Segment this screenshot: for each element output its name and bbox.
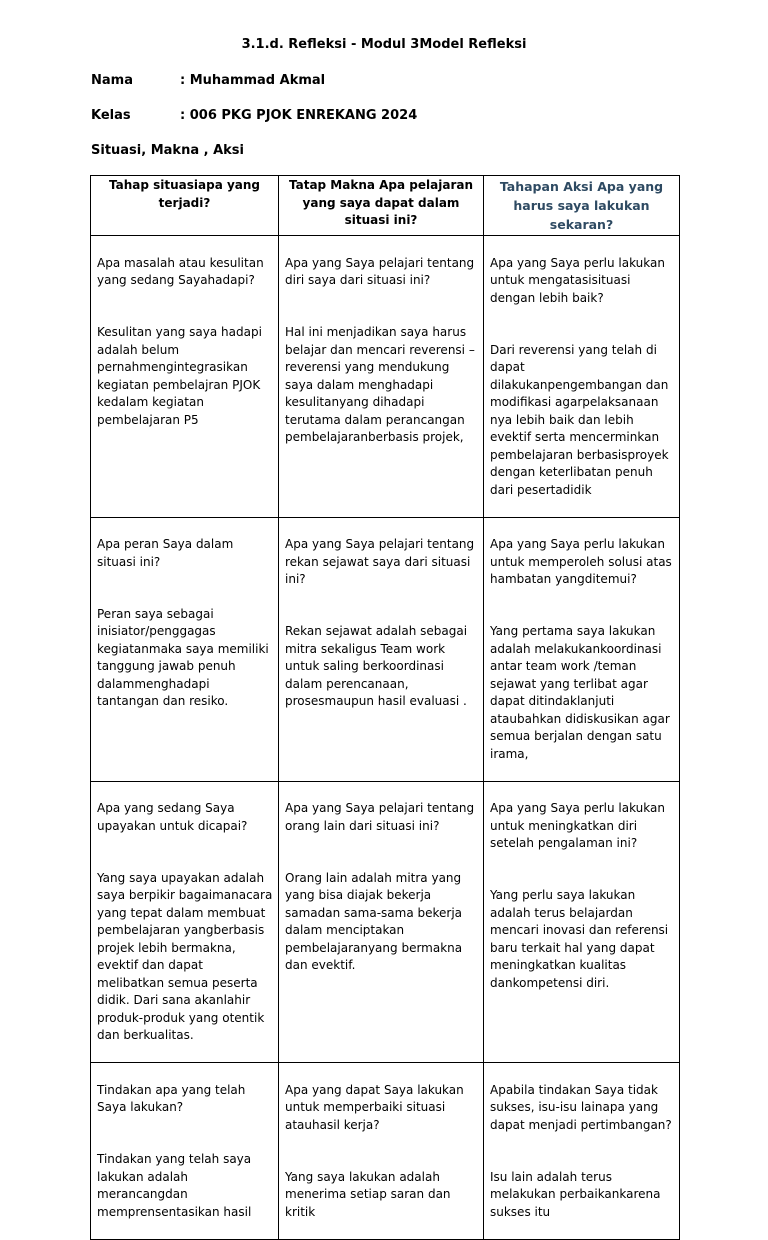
table-cell	[484, 1063, 680, 1240]
name-value: : Muhammad Akmal	[180, 73, 326, 88]
table-row	[91, 1063, 680, 1240]
table-cell	[91, 1063, 279, 1240]
cell-question: Apa yang Saya pelajari tentang orang lain dari situasi ini?	[285, 801, 475, 833]
cell-question: Apa yang Saya pelajari tentang rekan sejawat saya dari situasi ini?	[285, 537, 475, 586]
table-cell	[279, 517, 484, 781]
cell-answer: Orang lain adalah mitra yang yang bisa diajak bekerja samadan sama-sama bekerja dalam menciptakan pembelajaranyang bermakna dan evektif.	[285, 870, 463, 972]
cell-answer: Yang saya upayakan adalah saya berpikir bagaimanacara yang tepat dalam membuat pembelajaran yangberbasis projek lebih bermakna, evektif dan dapat melibatkan semua peserta didik. Dari sana akanlahir produk-produk yang otentik dan berkualitas.	[97, 870, 273, 1042]
cell-answer: Yang pertama saya lakukan adalah melakukankoordinasi antar team work /teman sejawat yang terlibat agar dapat ditindaklanjuti ataubahkan didiskusikan agar semua berjalan dengan satu irama,	[490, 624, 670, 761]
table-row	[91, 236, 680, 518]
cell-answer: Rekan sejawat adalah sebagai mitra sekaligus Team work untuk saling berkoordinasi dalam perencanaan, prosesmaupun hasil evaluasi .	[285, 624, 468, 708]
table-cell	[279, 236, 484, 518]
cell-question: Apa yang dapat Saya lakukan untuk memperbaiki situasi atauhasil kerja?	[285, 1082, 464, 1132]
cell-answer: Kesulitan yang saya hadapi adalah belum pernahmengintegrasikan kegiatan pembelajran PJOK kedalam kegiatan pembelajaran P5	[97, 325, 262, 427]
header-situation: Tahap situasiapa yang terjadi?	[91, 176, 279, 236]
cell-answer: Peran saya sebagai inisiator/penggagas kegiatanmaka saya memiliki tanggung jawab penuh dalammenghadapi tantangan dan resiko.	[97, 606, 269, 708]
cell-question: Apabila tindakan Saya tidak sukses, isu-isu lainapa yang dapat menjadi pertimbangan?	[490, 1082, 672, 1132]
cell-answer: Yang perlu saya lakukan adalah terus belajardan mencari inovasi dan referensi baru terkait hal yang dapat meningkatkan kualitas dankompetensi diri.	[490, 888, 669, 990]
cell-question: Tindakan apa yang telah Saya lakukan?	[97, 1082, 246, 1114]
table-cell	[484, 781, 680, 1063]
section-heading: Situasi, Makna , Aksi	[91, 143, 244, 158]
table-cell	[91, 517, 279, 781]
table-cell	[279, 1063, 484, 1240]
table-header-row	[91, 176, 680, 236]
table-row	[91, 517, 680, 781]
cell-question: Apa yang sedang Saya upayakan untuk dicapai?	[97, 801, 248, 833]
cell-question: Apa masalah atau kesulitan yang sedang Sayahadapi?	[97, 255, 264, 287]
cell-question: Apa yang Saya perlu lakukan untuk mengatasisituasi dengan lebih baik?	[490, 255, 665, 305]
cell-question: Apa yang Saya pelajari tentang diri saya dari situasi ini?	[285, 255, 475, 287]
table-cell	[484, 517, 680, 781]
cell-answer: Hal ini menjadikan saya harus belajar dan mencari reverensi – reverensi yang mendukung saya dalam menghadapi kesulitanyang dihadapi terutama dalam perancangan pembelajaranberbasis projek,	[285, 325, 475, 444]
cell-question: Apa yang Saya perlu lakukan untuk memperoleh solusi atas hambatan yangditemui?	[490, 537, 672, 586]
cell-answer: Yang saya lakukan adalah menerima setiap saran dan kritik	[285, 1169, 451, 1219]
cell-question: Apa peran Saya dalam situasi ini?	[97, 537, 234, 569]
reflection-table	[90, 175, 680, 1240]
document-title: 3.1.d. Refleksi - Modul 3Model Refleksi	[241, 37, 527, 52]
class-value: : 006 PKG PJOK ENREKANG 2024	[180, 108, 418, 123]
table-cell	[484, 236, 680, 518]
cell-question: Apa yang Saya perlu lakukan untuk meningkatkan diri setelah pengalaman ini?	[490, 801, 665, 850]
cell-answer: Dari reverensi yang telah di dapat dilakukanpengembangan dan modifikasi agarpelaksanaan nya lebih baik dan lebih evektif serta mencerminkan pembelajaran berbasisproyek dengan keterlibatan penuh dari pesertadidik	[490, 342, 669, 497]
name-label: Nama	[91, 73, 133, 88]
header-meaning: Tatap Makna Apa pelajaran yang saya dapat dalam situasi ini?	[279, 176, 484, 236]
table-row	[91, 781, 680, 1063]
table-cell	[91, 781, 279, 1063]
table-cell	[91, 236, 279, 518]
header-action: Tahapan Aksi Apa yang harus saya lakukan sekaran?	[484, 176, 680, 236]
class-label: Kelas	[91, 108, 131, 123]
cell-answer: Isu lain adalah terus melakukan perbaikankarena sukses itu	[490, 1169, 661, 1219]
cell-answer: Tindakan yang telah saya lakukan adalah merancangdan memprensentasikan hasil	[97, 1152, 252, 1219]
table-cell	[279, 781, 484, 1063]
